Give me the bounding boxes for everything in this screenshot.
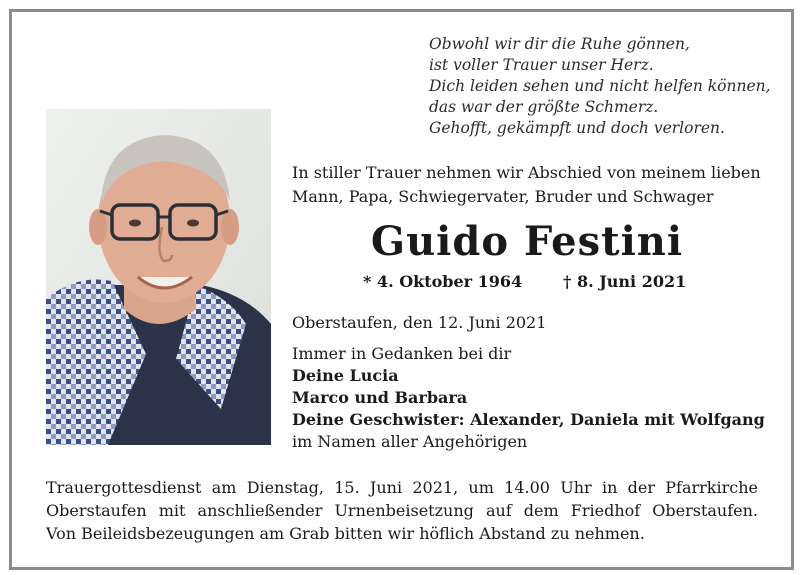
mourner-name: Deine Lucia [292, 366, 399, 385]
poem-line: Obwohl wir dir die Ruhe gönnen, [429, 35, 690, 53]
memorial-poem [429, 34, 789, 139]
portrait-illustration [46, 109, 271, 445]
intro-line: In stiller Trauer nehmen wir Abschied von meinem lieben [292, 163, 761, 182]
deceased-name: Guido Festini [370, 218, 684, 265]
service-line: Trauergottesdienst am Dienstag, 15. Juni 2021, um 14.00 Uhr in der Pfarrkirche [46, 478, 758, 497]
poem-line: das war der größte Schmerz. [429, 98, 659, 116]
farewell-intro [292, 161, 772, 209]
signoff-closing: im Namen aller Angehörigen [292, 432, 528, 451]
portrait-photo [46, 109, 271, 445]
intro-line: Mann, Papa, Schwiegervater, Bruder und Schwager [292, 187, 714, 206]
birth-date: * 4. Oktober 1964 [363, 272, 523, 291]
signoff-intro: Immer in Gedanken bei dir [292, 344, 512, 363]
poem-line: Gehofft, gekämpft und doch verloren. [429, 119, 725, 137]
mourner-name: Marco und Barbara [292, 388, 468, 407]
place-and-date: Oberstaufen, den 12. Juni 2021 [292, 313, 547, 332]
mourners-block [292, 343, 782, 453]
death-date: † 8. Juni 2021 [563, 272, 687, 291]
service-line: Oberstaufen mit anschließender Urnenbeisetzung auf dem Friedhof Oberstaufen. [46, 501, 758, 520]
funeral-service-info [46, 476, 758, 545]
mourner-name: Deine Geschwister: Alexander, Daniela mit Wolfgang [292, 410, 765, 429]
poem-line: ist voller Trauer unser Herz. [429, 56, 654, 74]
service-line: Von Beileidsbezeugungen am Grab bitten wir höflich Abstand zu nehmen. [46, 524, 645, 543]
poem-line: Dich leiden sehen und nicht helfen können, [429, 77, 771, 95]
